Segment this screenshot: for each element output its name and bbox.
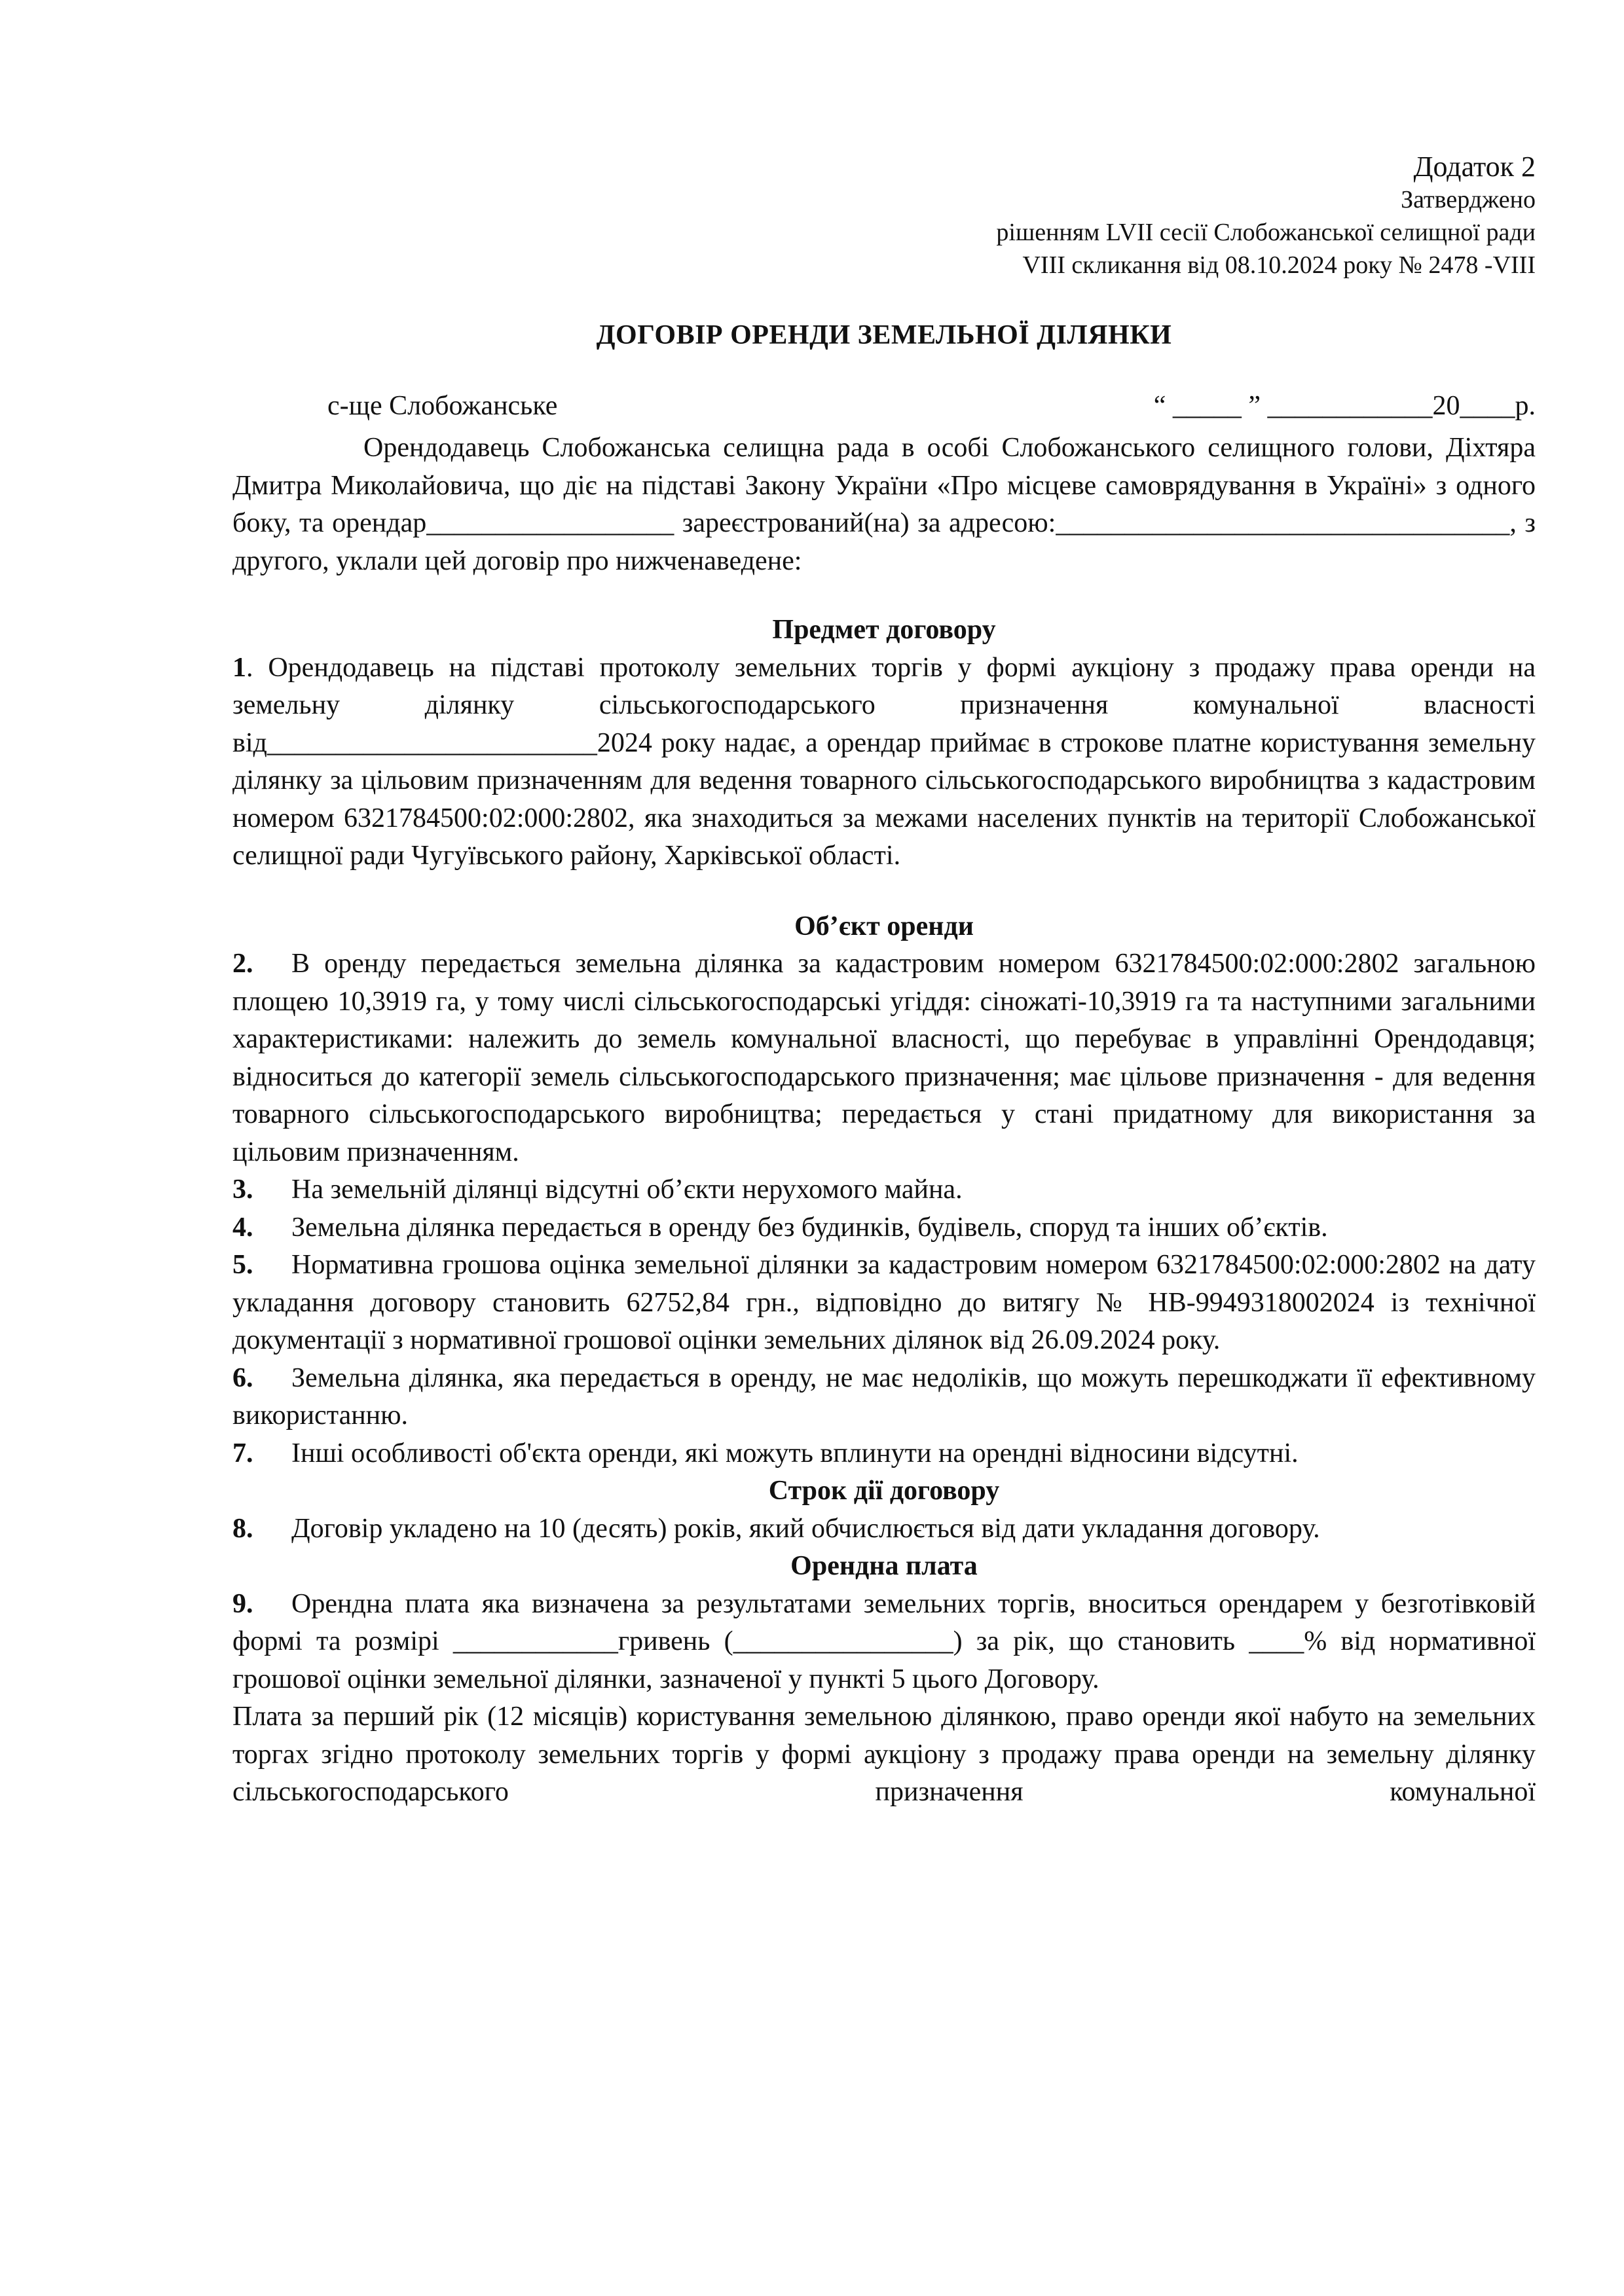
section-object-heading: Об’єкт оренди <box>794 911 974 941</box>
clause-8-text: Договір укладено на 10 (десять) років, який обчислюється від дати укладання договору. <box>291 1513 1320 1544</box>
clause-5-text: Нормативна грошова оцінка земельної ділянки за кадастровим номером 6321784500:02:000:2802 на дату укладання договору становить 62752,84 грн., відповідно до витягу № НВ-9949318002024 із технічної документації з нормативної грошової оцінки земельних ділянок від 26.09.2024 року. <box>232 1250 1536 1355</box>
clause-9 <box>232 1586 1536 1699</box>
clause-4 <box>232 1209 1536 1247</box>
appendix-number: Додаток 2 <box>1413 151 1536 183</box>
clause-7-number: 7. <box>232 1438 253 1468</box>
clause-2 <box>232 945 1536 1171</box>
clause-7-text: Інші особливості об'єкта оренди, які можуть вплинути на орендні відносини відсутні. <box>291 1438 1299 1468</box>
clause-9-number: 9. <box>232 1588 253 1619</box>
clause-5-number: 5. <box>232 1250 253 1280</box>
approval-decision: рішенням LVII сесії Слобожанської селищної ради <box>996 219 1536 246</box>
clause-6-text: Земельна ділянка, яка передається в оренду, не має недоліків, що можуть перешкоджати її ефективному використанню. <box>232 1362 1536 1430</box>
clause-1-text: . Орендодавець на підставі протоколу земельних торгів у формі аукціону з продажу права оренди на земельну ділянку сільськогосподарського призначення комунальної власності від________________________2024 року надає, а орендар приймає в строкове платне користування земельну ділянку за цільовим призначенням для ведення товарного сільськогосподарського виробництва з кадастровим номером 6321784500:02:000:2802, яка знаходиться за межами населених пунктів на території Слобожанської селищної ради Чугуївського району, Харківської області. <box>232 652 1536 871</box>
section-term-heading: Строк дії договору <box>768 1476 1000 1506</box>
clause-7 <box>232 1435 1536 1473</box>
clause-3-text: На земельній ділянці відсутні об’єкти нерухомого майна. <box>291 1175 963 1205</box>
clause-1-number: 1 <box>232 652 246 683</box>
clause-2-text: В оренду передається земельна ділянка за кадастровим номером 6321784500:02:000:2802 загальною площею 10,3919 га, у тому числі сільськогосподарські угіддя: сіножаті-10,3919 га та наступними загальними характеристиками: належить до земель комунальної власності, що перебуває в управлінні Орендодавця; відноситься до категорії земель сільськогосподарського призначення; має цільове призначення - для ведення товарного сільськогосподарського виробництва; передається у стані придатному для використання за цільовим призначенням. <box>232 949 1536 1167</box>
clause-1 <box>232 649 1536 875</box>
clause-4-text: Земельна ділянка передається в оренду без будинків, будівель, споруд та інших об’єктів. <box>291 1212 1328 1243</box>
clause-3 <box>232 1171 1536 1209</box>
approved-label: Затверджено <box>1401 186 1536 213</box>
clause-8-number: 8. <box>232 1513 253 1544</box>
clause-8 <box>232 1510 1536 1548</box>
place-date-line <box>232 390 1536 429</box>
contract-date-blank: “ _____ ” ____________20____р. <box>1153 391 1536 421</box>
clause-6-number: 6. <box>232 1362 253 1393</box>
section-subject-heading: Предмет договору <box>772 615 996 645</box>
rent-first-year-paragraph: Плата за перший рік (12 місяців) користування земельною ділянкою, право оренди якої набуто на земельних торгах згідно протоколу земельних торгів у формі аукціону з продажу права оренди на земельну ділянку сільськогосподарського призначення комунальної <box>232 1702 1536 1807</box>
approval-convocation: VIII скликання від 08.10.2024 року № 2478 -VIII <box>1022 251 1536 279</box>
document-page <box>232 151 1536 1812</box>
section-rent-heading: Орендна плата <box>790 1551 978 1581</box>
approval-block <box>232 151 1536 282</box>
clause-9-text: Орендна плата яка визначена за результатами земельних торгів, вноситься орендарем у безготівковій формі та розмірі ____________гривень (________________) за рік, що становить ____% від нормативної грошової оцінки земельної ділянки, зазначеної у пункті 5 цього Договору. <box>232 1588 1536 1694</box>
clause-3-number: 3. <box>232 1175 253 1205</box>
clause-5 <box>232 1247 1536 1360</box>
clause-2-number: 2. <box>232 949 253 979</box>
intro-paragraph: Орендодавець Слобожанська селищна рада в особі Слобожанського селищного голови, Діхтяра Дмитра Миколайовича, що діє на підставі Закону України «Про місцеве самоврядування в Україні» з одного боку, та орендар__________________ зареєстрований(на) за адресою:_________________________________, з другого, уклали цей договір про нижченаведене: <box>232 433 1536 576</box>
clause-6 <box>232 1360 1536 1435</box>
document-title: ДОГОВІР ОРЕНДИ ЗЕМЕЛЬНОЇ ДІЛЯНКИ <box>596 320 1172 350</box>
clause-4-number: 4. <box>232 1212 253 1243</box>
contract-place: с-ще Слобожанське <box>327 391 558 421</box>
